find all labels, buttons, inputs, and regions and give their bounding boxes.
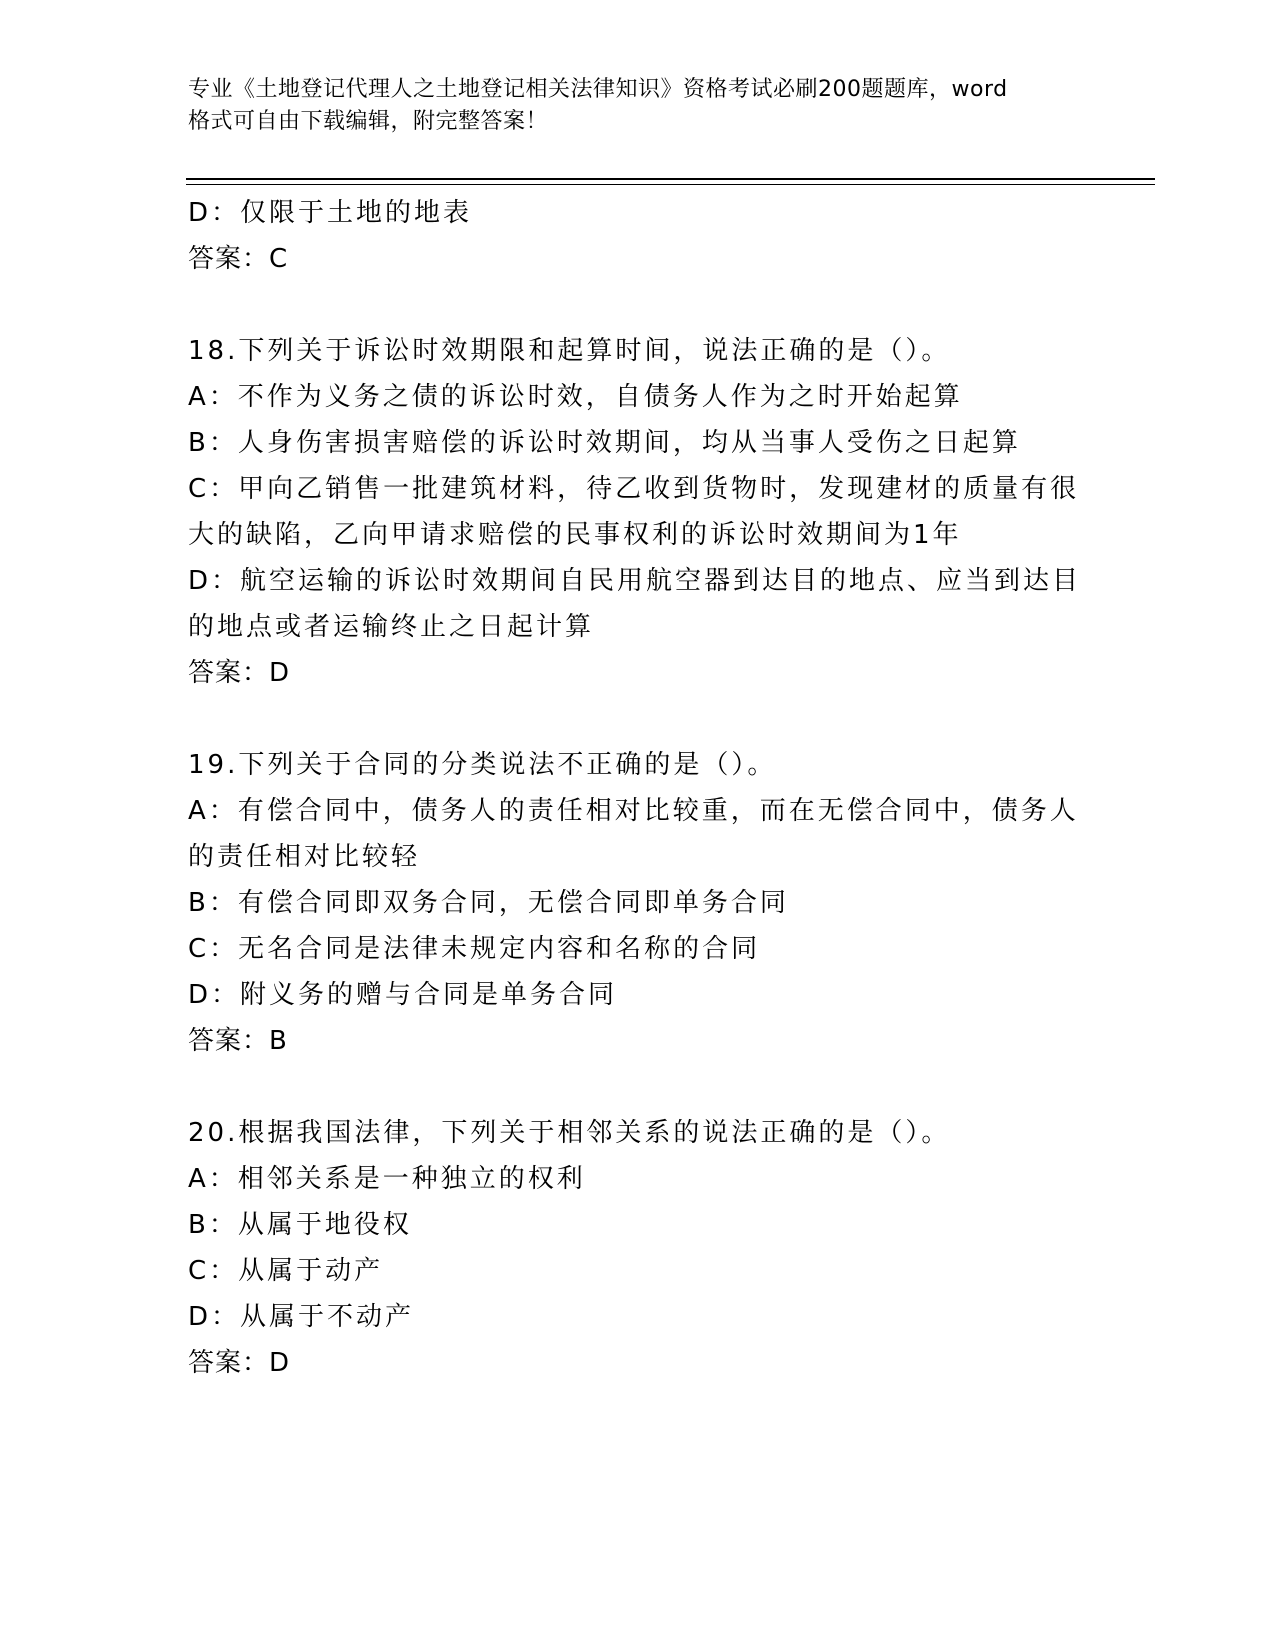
option-d-line-1: D：航空运输的诉讼时效期间自民用航空器到达目的地点、应当到达目 (188, 566, 1082, 596)
option-d: D：从属于不动产 (188, 1302, 415, 1332)
header-line-2: 格式可自由下载编辑，附完整答案！ (188, 109, 549, 134)
option-c-line-2: 大的缺陷，乙向甲请求赔偿的民事权利的诉讼时效期间为1年 (188, 520, 962, 550)
answer-line: 答案：B (188, 1026, 288, 1056)
option-a-line-1: A：有偿合同中，债务人的责任相对比较重，而在无偿合同中，债务人 (188, 796, 1079, 826)
option-a: A：不作为义务之债的诉讼时效，自债务人作为之时开始起算 (188, 382, 963, 412)
question-stem: 20.根据我国法律，下列关于相邻关系的说法正确的是（）。 (188, 1118, 951, 1148)
header-line-1: 专业《土地登记代理人之土地登记相关法律知识》资格考试必刷200题题库，word (188, 77, 1008, 102)
option-c-line-1: C：甲向乙销售一批建筑材料，待乙收到货物时，发现建材的质量有很 (188, 474, 1080, 504)
answer-line: 答案：D (188, 1348, 291, 1378)
option-a: A：相邻关系是一种独立的权利 (188, 1164, 586, 1194)
option-b: B：从属于地役权 (188, 1210, 412, 1240)
header-rule-thin (186, 184, 1155, 185)
option-c: C：从属于动产 (188, 1256, 384, 1286)
option-d: D：仅限于土地的地表 (188, 198, 473, 228)
answer-line: 答案：C (188, 244, 289, 274)
document-body (188, 190, 1088, 1386)
question-19 (188, 742, 1088, 1064)
document-header (188, 74, 1098, 138)
answer-line: 答案：D (188, 658, 291, 688)
previous-question-tail (188, 190, 1088, 282)
header-rule-thick (186, 178, 1155, 180)
question-18 (188, 328, 1088, 696)
option-c: C：无名合同是法律未规定内容和名称的合同 (188, 934, 761, 964)
option-d-line-2: 的地点或者运输终止之日起计算 (188, 612, 595, 642)
option-b: B：有偿合同即双务合同，无偿合同即单务合同 (188, 888, 789, 918)
option-b: B：人身伤害损害赔偿的诉讼时效期间，均从当事人受伤之日起算 (188, 428, 1021, 458)
question-stem: 18.下列关于诉讼时效期限和起算时间，说法正确的是（）。 (188, 336, 951, 366)
question-20 (188, 1110, 1088, 1386)
option-d: D：附义务的赠与合同是单务合同 (188, 980, 618, 1010)
question-stem: 19.下列关于合同的分类说法不正确的是（）。 (188, 750, 777, 780)
option-a-line-2: 的责任相对比较轻 (188, 842, 421, 872)
